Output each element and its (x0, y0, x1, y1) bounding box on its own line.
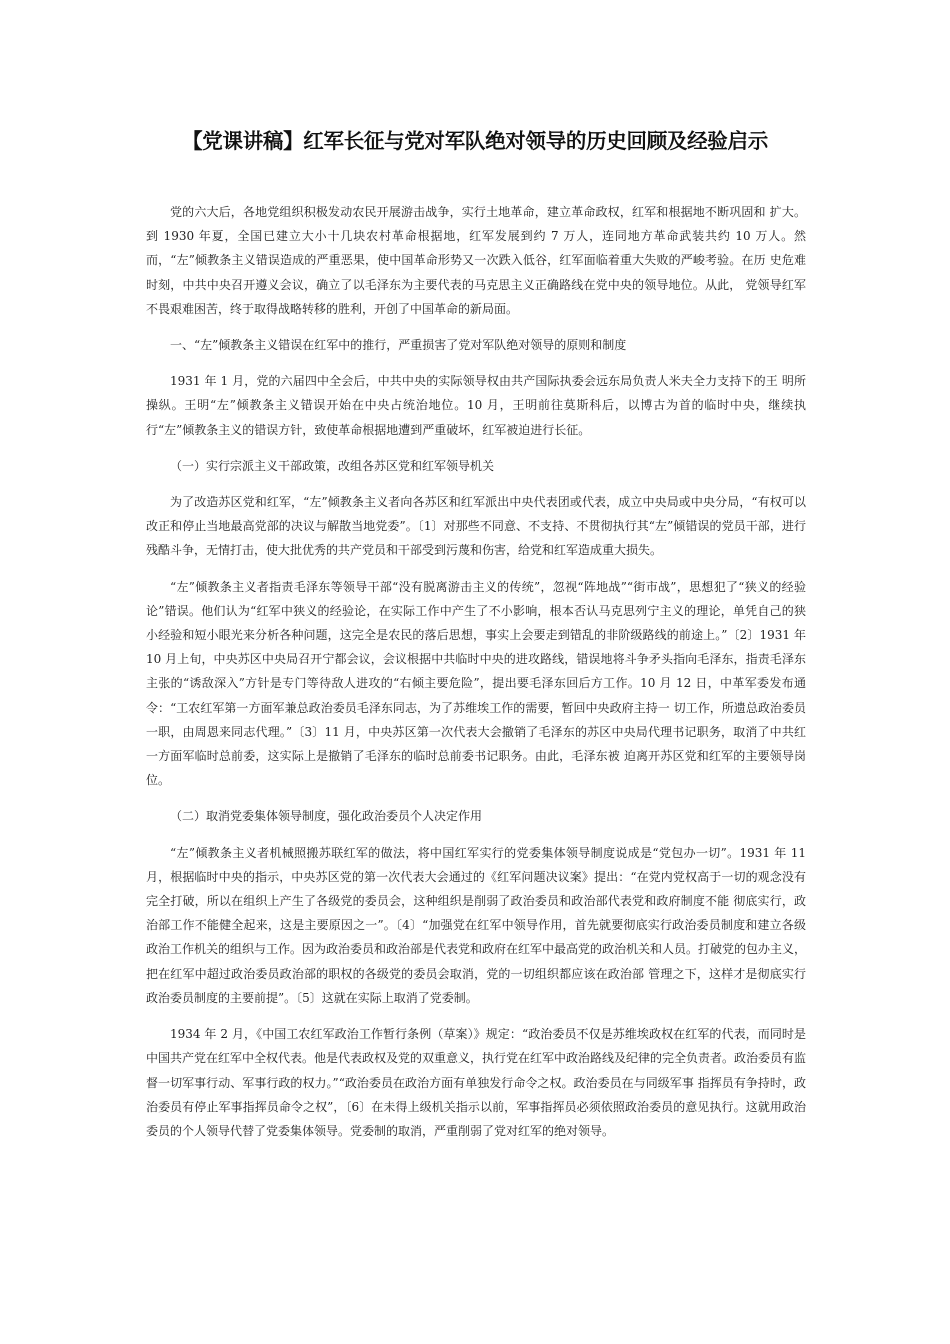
document-title: 【党课讲稿】红军长征与党对军队绝对领导的历史回顾及经验启示 (182, 129, 768, 153)
paragraph-1931-january: 1931 年 1 月，党的六届四中全会后，中共中央的实际领导权由共产国际执委会远东局负责人米夫全力支持下的王 明所操纵。王明“左”倾教条主义错误开始在中央占统治地位。10 月，王明前往莫斯科后，以博古为首的临时中央，继续执行“左”倾教条主义的错误方针，致使革命根据地遭到严重破坏，红军被迫进行长征。 (146, 374, 806, 437)
subsection-heading-1: （一）实行宗派主义干部政策，改组各苏区党和红军领导机关 (170, 458, 495, 473)
paragraph-sectarian-policy: 为了改造苏区党和红军，“左”倾教条主义者向各苏区和红军派出中央代表团或代表，成立中央局或中央分局，“有权可以改正和停止当地最高党部的决议与解散当地党委”。〔1〕对那些不同意、不支持、不贯彻执行其“左”倾错误的党员干部，进行残酷斗争，无情打击，使大批优秀的共产党员和干部受到污蔑和伤害，给党和红军造成重大损失。 (146, 495, 806, 558)
paragraph-intro: 党的六大后，各地党组织积极发动农民开展游击战争，实行土地革命，建立革命政权，红军和根据地不断巩固和 扩大。到 1930 年夏，全国已建立大小十几块农村革命根据地，红军发展到约 7 万人，连同地方革命武装共约 10 万人。然而，“左”倾教条主义错误造成的严重恶果，使中国革命形势又一次跌入低谷，红军面临着重大失败的严峻考验。在历 史危难时刻，中共中央召开遵义会议，确立了以毛泽东为主要代表的马克思主义正确路线在党中央的领导地位。从此， 党领导红军不畏艰难困苦，终于取得战略转移的胜利，开创了中国革命的新局面。 (146, 205, 806, 316)
paragraph-party-committee-abolished: “左”倾教条主义者机械照搬苏联红军的做法，将中国红军实行的党委集体领导制度说成是“党包办一切”。1931 年 11 月，根据临时中央的指示，中央苏区党的第一次代表大会通过的《红军问题决议案》提出：“在党内党权高于一切的观念没有完全打破，所以在组织上产生了各级党的委员会，这种组织是削弱了政治委员和政治部代表党和政府制度不能 彻底实行，政治部工作不能健全起来，这是主要原因之一”。〔4〕“加强党在红军中领导作用，首先就要彻底实行政治委员制度和建立各级政治工作机关的组织与工作。因为政治委员和政治部是代表党和政府在红军中最高党的政治机关和人员。打破党的包办主义，把在红军中超过政治委员政治部的职权的各级党的委员会取消，党的一切组织都应该在政治部 管理之下，这样才是彻底实行政治委员制度的主要前提”。〔5〕这就在实际上取消了党委制。 (146, 845, 807, 1005)
section-heading-1: 一、“左”倾教条主义错误在红军中的推行，严重损害了党对军队绝对领导的原则和制度 (170, 338, 627, 353)
paragraph-1934-regulations: 1934 年 2 月，《中国工农红军政治工作暂行条例（草案）》规定：“政治委员不仅是苏维埃政权在红军的代表，而同时是中国共产党在红军中全权代表。他是代表政权及党的双重意义，执行党在红军中政治路线及纪律的完全负责者。政治委员有监督一切军事行动、军事行政的权力。”“政治委员在政治方面有单独发行命令之权。政治委员在与同级军事 指挥员有争持时，政治委员有停止军事指挥员命令之权”，〔6〕在未得上级机关指示以前，军事指挥员必须依照政治委员的意见执行。这就用政治委员的个人领导代替了党委集体领导。党委制的取消，严重削弱了党对红军的绝对领导。 (146, 1027, 807, 1138)
document-body (146, 200, 806, 1155)
paragraph-ningdu-meeting: “左”倾教条主义者指责毛泽东等领导干部“没有脱离游击主义的传统”，忽视“阵地战”“街市战”，思想犯了“狭义的经验论”错误。他们认为“红军中狭义的经验论，在实际工作中产生了不小影响，根本否认马克思列宁主义的理论，单凭自己的狭小经验和短小眼光来分析各种问题，这完全是农民的落后思想，事实上会要走到错乱的非阶级路线的前途上。”〔2〕1931 年 10 月上旬，中央苏区中央局召开宁都会议，会议根据中共临时中央的进攻路线，错误地将斗争矛头指向毛泽东，指责毛泽东主张的“诱敌深入”方针是专门等待敌人进攻的“右倾主要危险”，提出要毛泽东回后方工作。10 月 12 日，中革军委发布通令：“工农红军第一方面军兼总政治委员毛泽东同志，为了苏维埃工作的需要，暂回中央政府主持一 切工作，所遗总政治委员一职，由周恩来同志代理。”〔3〕11 月，中央苏区第一次代表大会撤销了毛泽东的苏区中央局代理书记职务，取消了中共红一方面军临时总前委，这实际上是撤销了毛泽东的临时总前委书记职务。由此，毛泽东被 迫离开苏区党和红军的主要领导岗位。 (146, 579, 806, 788)
subsection-heading-2: （二）取消党委集体领导制度，强化政治委员个人决定作用 (170, 809, 483, 824)
